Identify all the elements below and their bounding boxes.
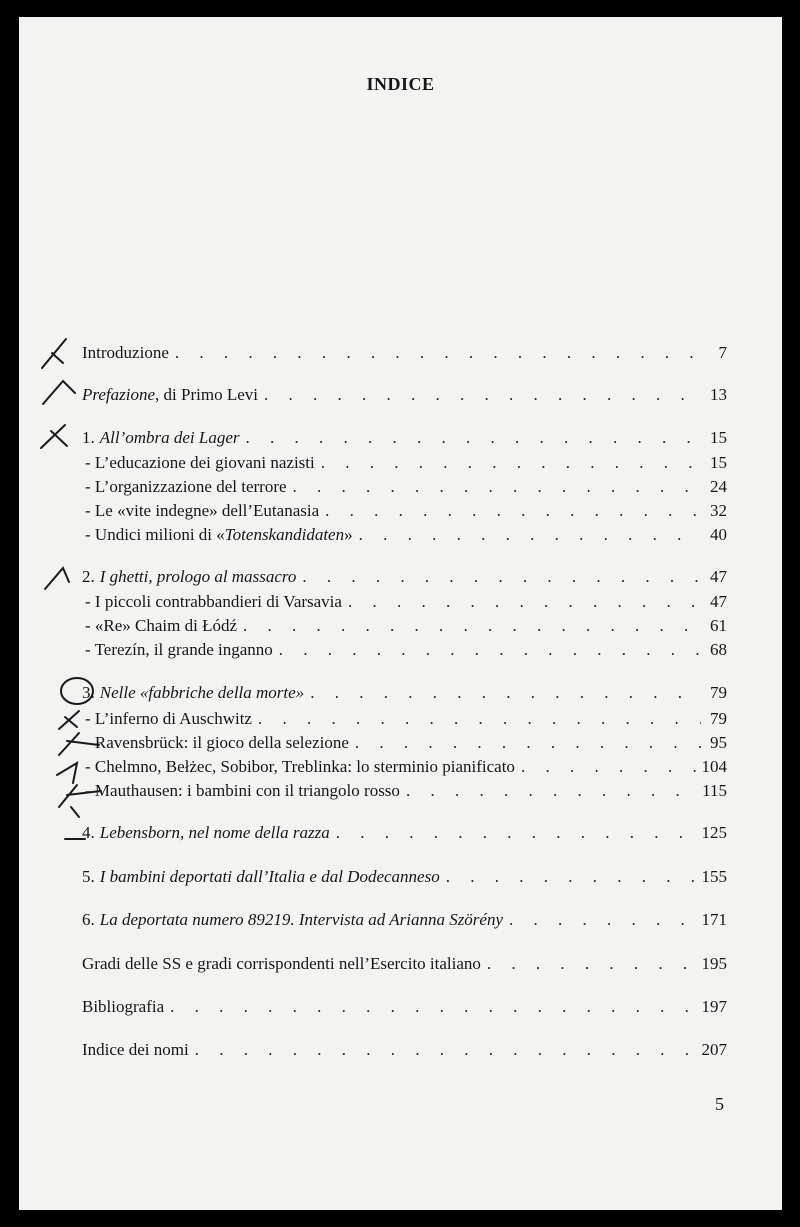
entry-label: - I piccoli contrabbandieri di Varsavia [85,592,342,611]
dot-leader [175,341,701,365]
dot-leader [258,707,701,731]
entry-label: - Le «vite indegne» dell’Eutanasia [85,501,320,520]
toc-subentry [85,590,727,614]
dot-leader [170,995,695,1019]
entry-page: 7 [718,343,727,362]
entry-label: - Chelmno, Bełżec, Sobibor, Treblinka: lo sterminio pianificato [85,757,515,776]
entry-page: 155 [701,867,727,886]
toc-subentry [85,755,727,779]
toc-entry [82,995,727,1019]
chapter-title: La deportata numero 89219. Intervista ad Arianna Szörény [99,910,504,929]
entry-page: 61 [710,616,727,635]
toc-entry [82,952,727,976]
entry-label-rest: , di Primo Levi [155,385,258,404]
toc-chapter [82,908,727,932]
toc-subentry [85,707,727,731]
entry-label-pre: - Undici milioni di « [85,525,225,544]
entry-page: 68 [710,640,727,659]
dot-leader [446,865,696,889]
entry-label: Gradi delle SS e gradi corrispondenti nell’Esercito italiano [82,954,481,973]
chapter-number: 6. [82,910,95,929]
chapter-title: I ghetti, prologo al massacro [99,567,297,586]
dot-leader [293,475,701,499]
entry-page: 32 [710,501,727,520]
dot-leader [509,908,695,932]
dot-leader [279,638,701,662]
entry-label: - L’inferno di Auschwitz [85,709,252,728]
toc-entry [82,383,727,407]
dot-leader [325,499,701,523]
dot-leader [348,590,701,614]
entry-label: - Ravensbrück: il gioco della selezione [85,733,349,752]
toc-subentry [85,499,727,523]
dot-leader [406,779,696,803]
dot-leader [246,426,701,450]
entry-page: 95 [710,733,727,752]
chapter-number: 3. [82,683,95,702]
entry-page: 171 [701,910,727,929]
toc-entry [82,1038,727,1062]
dot-leader [302,565,701,589]
entry-page: 125 [701,823,727,842]
entry-label: Indice dei nomi [82,1040,189,1059]
toc-subentry [85,779,727,803]
chapter-number: 1. [82,428,95,447]
toc-subentry [85,614,727,638]
toc-chapter [82,565,727,589]
entry-page: 13 [710,385,727,404]
entry-page: 79 [710,683,727,702]
entry-page: 15 [710,428,727,447]
entry-label [82,383,258,407]
chapter-title: All’ombra dei Lager [99,428,240,447]
entry-label [85,523,353,547]
entry-page: 195 [701,954,727,973]
entry-label: - Terezín, il grande inganno [85,640,273,659]
entry-label-italic: Prefazione [82,385,156,404]
dot-leader [355,731,701,755]
toc-chapter [82,821,727,845]
toc-chapter [82,426,727,450]
dot-leader [264,383,701,407]
table-of-contents [19,17,782,1210]
entry-label: - «Re» Chaim di Łódź [85,616,238,635]
chapter-title: Lebensborn, nel nome della razza [99,823,330,842]
dot-leader [195,1038,696,1062]
dot-leader [310,681,701,705]
entry-page: 24 [710,477,727,496]
entry-page: 40 [710,525,727,544]
toc-subentry [85,638,727,662]
entry-label: - L’educazione dei giovani nazisti [85,453,315,472]
entry-page: 79 [710,709,727,728]
entry-label: - L’organizzazione del terrore [85,477,287,496]
dot-leader [243,614,701,638]
entry-label: - Mauthausen: i bambini con il triangolo rosso [85,781,400,800]
entry-label: Introduzione [82,343,169,362]
toc-subentry [85,451,727,475]
entry-page: 15 [710,453,727,472]
chapter-title: Nelle «fabbriche della morte» [99,683,305,702]
toc-subentry [85,523,727,547]
entry-page: 115 [702,781,727,800]
page-title: INDICE [366,74,435,94]
dot-leader [487,952,696,976]
toc-entry [82,341,727,365]
chapter-number: 5. [82,867,95,886]
chapter-number: 4. [82,823,95,842]
toc-chapter [82,681,727,705]
entry-page: 197 [701,997,727,1016]
toc-subentry [85,731,727,755]
entry-label-italic: Totenskandidaten [224,525,345,544]
entry-page: 207 [701,1040,727,1059]
toc-subentry [85,475,727,499]
entry-page: 104 [701,757,727,776]
toc-chapter [82,865,727,889]
dot-leader [336,821,696,845]
dot-leader [321,451,701,475]
entry-page: 47 [710,592,727,611]
page-number: 5 [715,1094,724,1114]
chapter-number: 2. [82,567,95,586]
book-page [19,17,782,1210]
chapter-title: I bambini deportati dall’Italia e dal Dodecanneso [99,867,440,886]
dot-leader [359,523,701,547]
entry-page: 47 [710,567,727,586]
entry-label: Bibliografia [82,997,165,1016]
dot-leader [521,755,696,779]
entry-label-post: » [344,525,353,544]
